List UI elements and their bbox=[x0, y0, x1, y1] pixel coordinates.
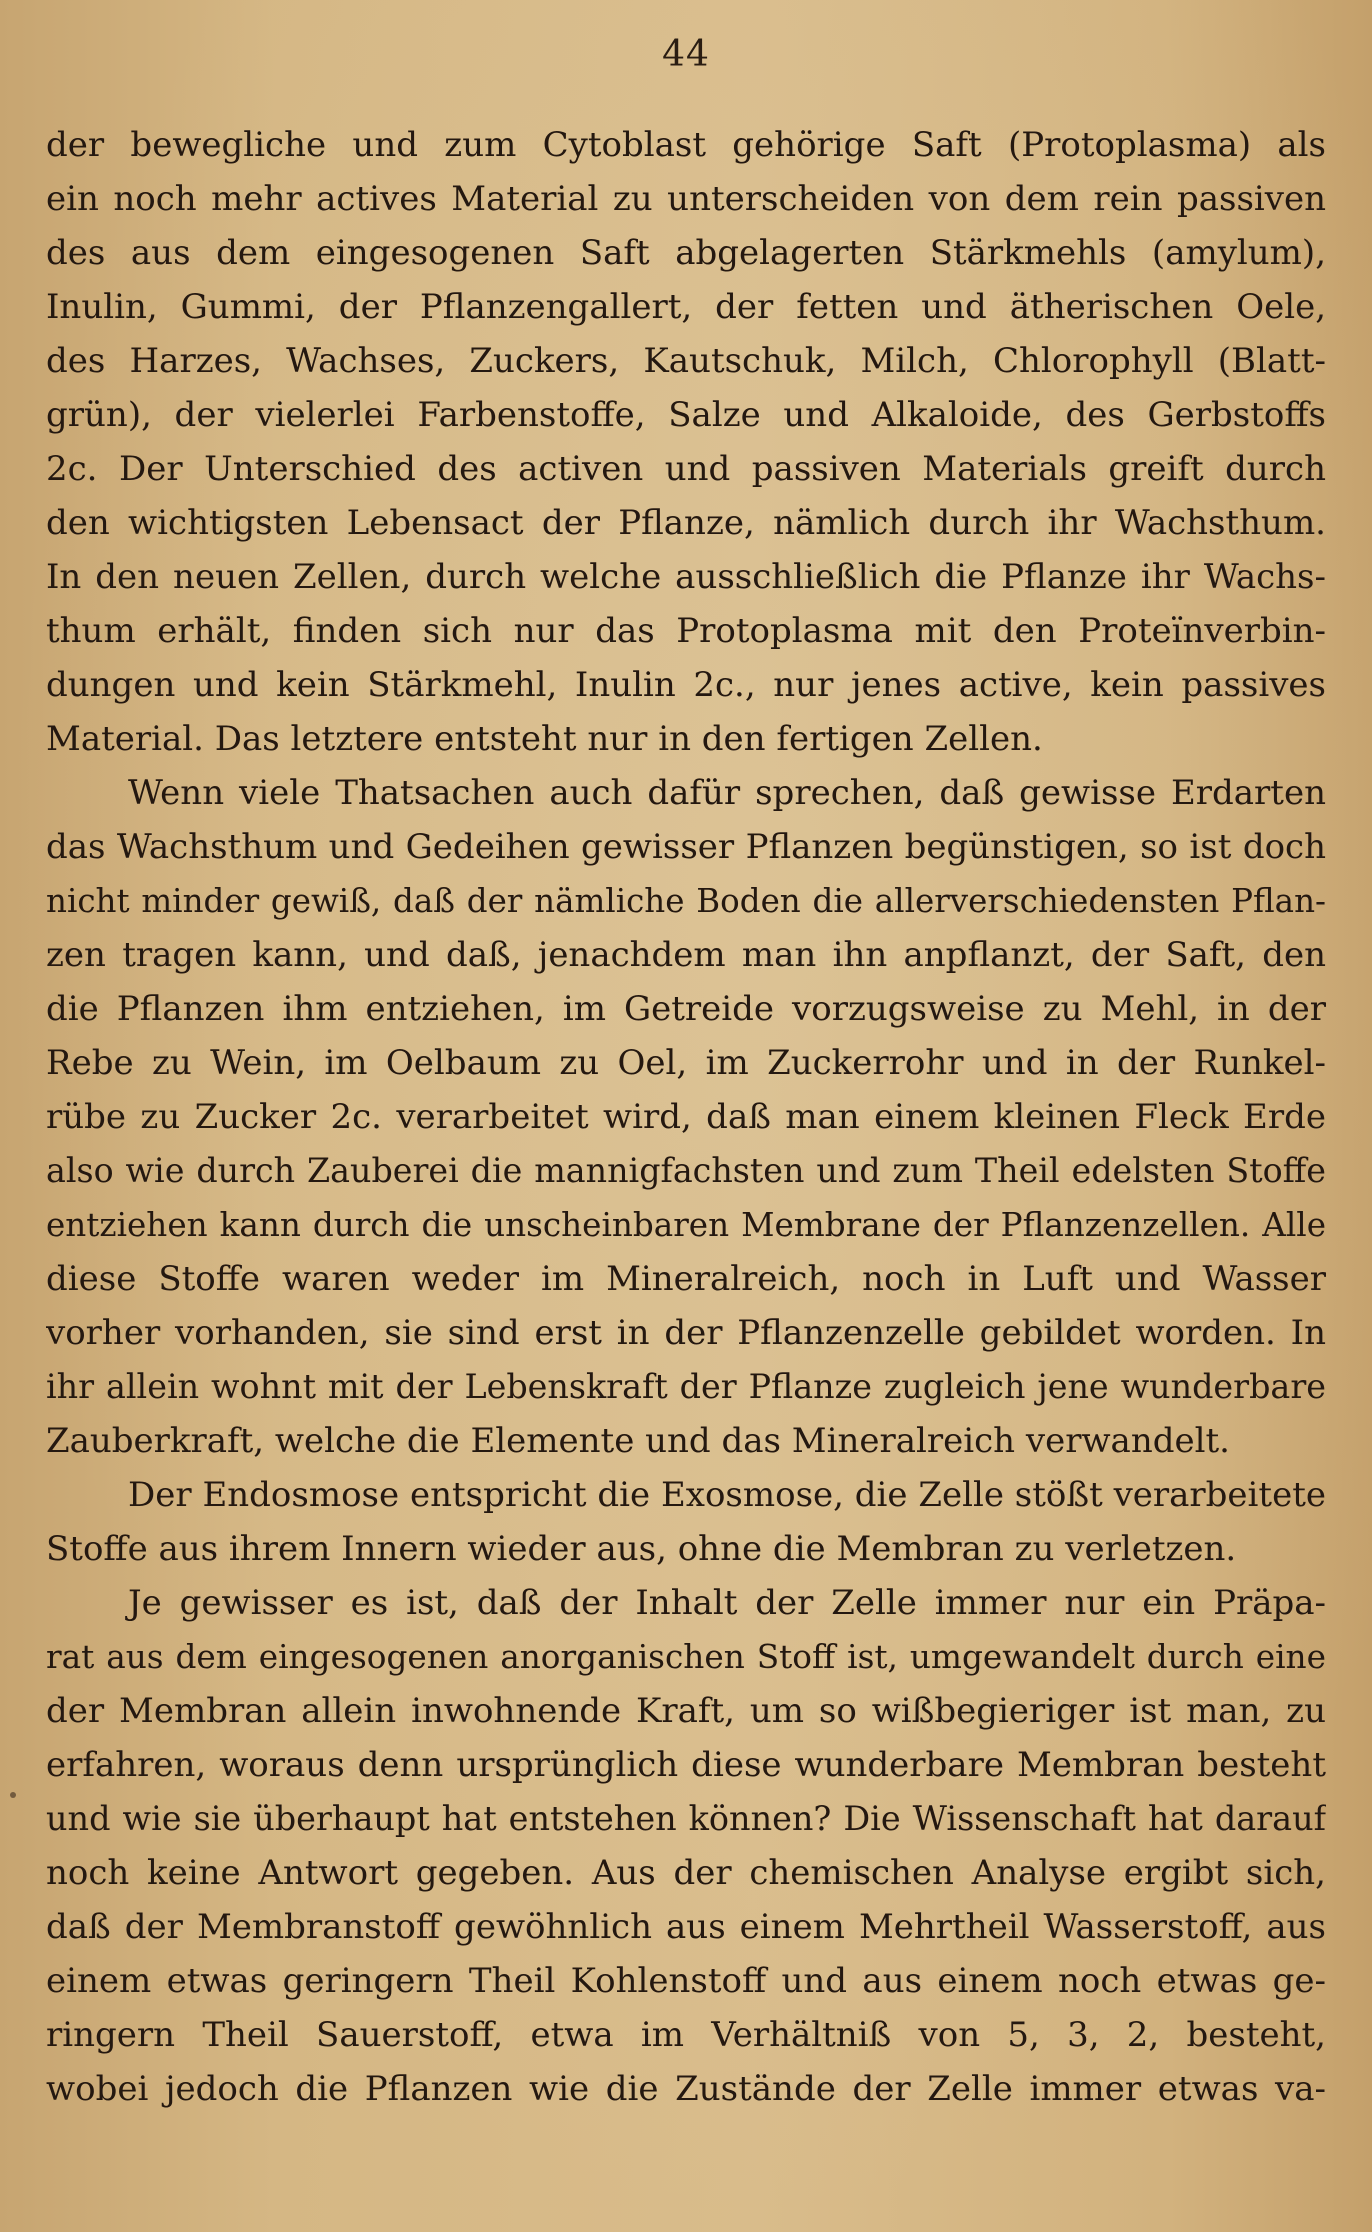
text-line: 2c. Der Unterschied des activen und passiven Materials greift durch bbox=[46, 449, 1326, 489]
text-line: das Wachsthum und Gedeihen gewisser Pflanzen begünstigen, so ist doch bbox=[46, 827, 1326, 867]
text-line: Stoffe aus ihrem Innern wieder aus, ohne die Membran zu verletzen. bbox=[46, 1529, 1237, 1569]
text-line: der Membran allein inwohnende Kraft, um so wißbegieriger ist man, zu bbox=[46, 1691, 1326, 1731]
text-line: thum erhält, finden sich nur das Protoplasma mit den Proteïnverbin- bbox=[46, 611, 1326, 651]
paragraph-start-line: Wenn viele Thatsachen auch dafür sprechen, daß gewisse Erdarten bbox=[128, 773, 1326, 813]
text-line: vorher vorhanden, sie sind erst in der Pflanzenzelle gebildet worden. In bbox=[46, 1313, 1326, 1353]
text-line: den wichtigsten Lebensact der Pflanze, nämlich durch ihr Wachsthum. bbox=[46, 503, 1326, 543]
text-line: ein noch mehr actives Material zu unterscheiden von dem rein passiven bbox=[46, 179, 1326, 219]
text-line: diese Stoffe waren weder im Mineralreich, noch in Luft und Wasser bbox=[46, 1259, 1326, 1299]
text-line: die Pflanzen ihm entziehen, im Getreide vorzugsweise zu Mehl, in der bbox=[46, 989, 1326, 1029]
text-line: noch keine Antwort gegeben. Aus der chemischen Analyse ergibt sich, bbox=[46, 1853, 1326, 1893]
text-line: daß der Membranstoff gewöhnlich aus einem Mehrtheil Wasserstoff, aus bbox=[46, 1907, 1326, 1947]
text-line: dungen und kein Stärkmehl, Inulin 2c., nur jenes active, kein passives bbox=[46, 665, 1326, 705]
text-line: ringern Theil Sauerstoff, etwa im Verhältniß von 5, 3, 2, besteht, bbox=[46, 2015, 1326, 2055]
paragraph-start-line: Je gewisser es ist, daß der Inhalt der Zelle immer nur ein Präpa- bbox=[128, 1583, 1326, 1623]
text-line: entziehen kann durch die unscheinbaren Membrane der Pflanzenzellen. Alle bbox=[46, 1206, 1326, 1244]
page-number: 44 bbox=[662, 34, 710, 75]
paper-speck bbox=[10, 1792, 16, 1798]
text-line: Rebe zu Wein, im Oelbaum zu Oel, im Zuckerrohr und in der Runkel- bbox=[46, 1043, 1326, 1083]
text-line: In den neuen Zellen, durch welche ausschließlich die Pflanze ihr Wachs- bbox=[46, 557, 1326, 597]
text-line: erfahren, woraus denn ursprünglich diese wunderbare Membran besteht bbox=[46, 1745, 1326, 1785]
text-line: Zauberkraft, welche die Elemente und das Mineralreich verwandelt. bbox=[46, 1421, 1230, 1461]
text-line: wobei jedoch die Pflanzen wie die Zustände der Zelle immer etwas va- bbox=[46, 2069, 1326, 2109]
text-line: und wie sie überhaupt hat entstehen können? Die Wissenschaft hat darauf bbox=[46, 1799, 1326, 1838]
page-text bbox=[46, 118, 1326, 2116]
text-line: des aus dem eingesogenen Saft abgelagerten Stärkmehls (amylum), bbox=[46, 233, 1326, 273]
text-line: der bewegliche und zum Cytoblast gehörige Saft (Protoplasma) als bbox=[46, 125, 1326, 165]
text-line: ihr allein wohnt mit der Lebenskraft der Pflanze zugleich jene wunderbare bbox=[46, 1367, 1326, 1406]
text-line: rat aus dem eingesogenen anorganischen Stoff ist, umgewandelt durch eine bbox=[46, 1638, 1326, 1676]
text-line: Material. Das letztere entsteht nur in den fertigen Zellen. bbox=[46, 719, 1043, 759]
text-line: also wie durch Zauberei die mannigfachsten und zum Theil edelsten Stoffe bbox=[46, 1151, 1326, 1190]
text-line: Inulin, Gummi, der Pflanzengallert, der fetten und ätherischen Oele, bbox=[46, 287, 1326, 327]
text-line: des Harzes, Wachses, Zuckers, Kautschuk, Milch, Chlorophyll (Blatt- bbox=[46, 341, 1326, 381]
text-line: grün), der vielerlei Farbenstoffe, Salze und Alkaloide, des Gerbstoffs bbox=[46, 395, 1326, 435]
text-line: einem etwas geringern Theil Kohlenstoff und aus einem noch etwas ge- bbox=[46, 1961, 1326, 2001]
text-line: nicht minder gewiß, daß der nämliche Boden die allerverschiedensten Pflan- bbox=[46, 882, 1326, 920]
text-line: rübe zu Zucker 2c. verarbeitet wird, daß man einem kleinen Fleck Erde bbox=[46, 1097, 1326, 1137]
paragraph-start-line: Der Endosmose entspricht die Exosmose, die Zelle stößt verarbeitete bbox=[128, 1475, 1326, 1515]
text-line: zen tragen kann, und daß, jenachdem man ihn anpflanzt, der Saft, den bbox=[46, 935, 1326, 975]
